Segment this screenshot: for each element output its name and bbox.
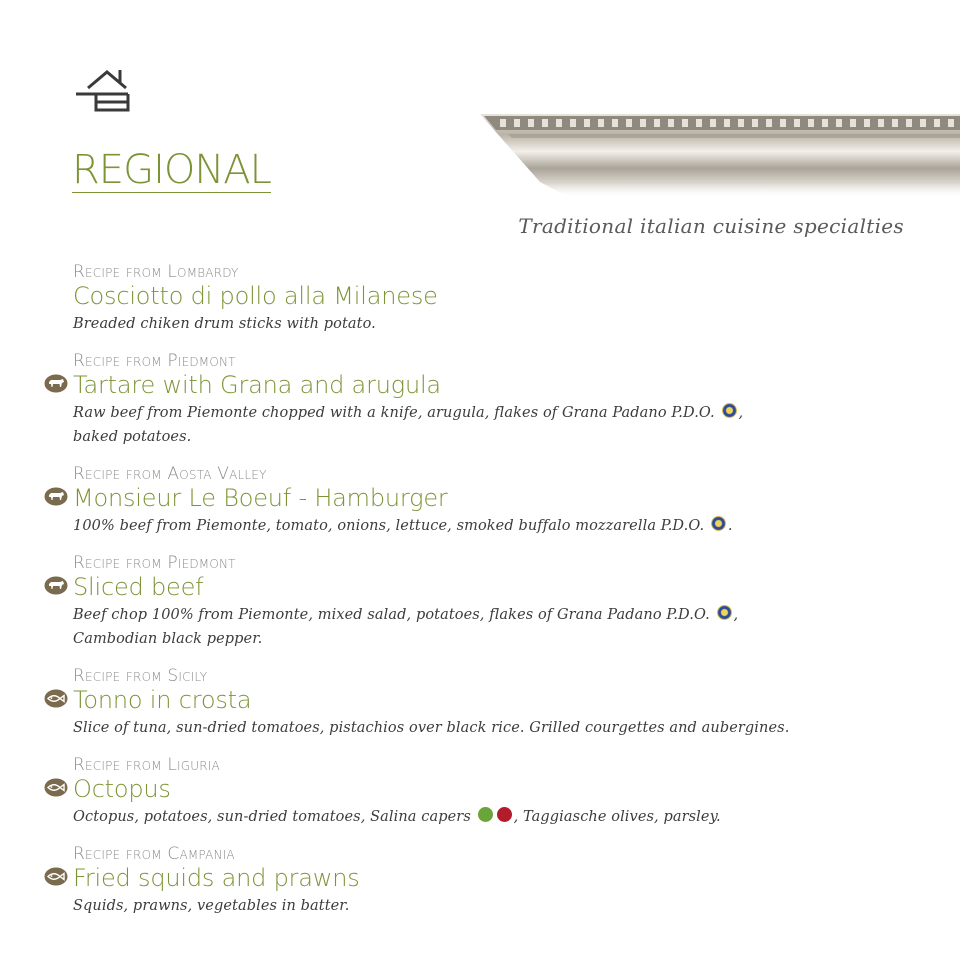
pdo-seal-icon [722,403,737,418]
dish-name: Cosciotto di pollo alla Milanese [73,282,438,310]
dish-region: Recipe from Lombardy [73,262,239,282]
dish-name: Tartare with Grana and arugula [73,371,441,399]
pdo-seal-icon [717,605,732,620]
dish-item [44,464,924,553]
dish-region: Recipe from Piedmont [73,351,236,371]
dish-list [44,262,924,914]
dish-item [44,755,924,844]
dish-name: Fried squids and prawns [73,864,360,892]
page-subtitle: Traditional italian cuisine specialties [518,214,904,238]
dish-item [44,844,924,914]
presidium-icon [497,807,512,822]
home-icon [74,66,132,112]
fish-icon [44,778,68,797]
dish-item [44,553,924,666]
dish-region: Recipe from Aosta Valley [73,464,267,484]
dish-name: Octopus [73,775,171,803]
cow-icon [44,576,68,595]
dish-description: 100% beef from Piemonte, tomato, onions, lettuce, smoked buffalo mozzarella P.D.O. . [73,518,733,534]
pdo-seal-icon [711,516,726,531]
cow-icon [44,374,68,393]
dish-description: Octopus, potatoes, sun-dried tomatoes, Salina capers , Taggiasche olives, parsley. [73,809,721,825]
page-title: REGIONAL [72,147,271,193]
dish-item [44,351,924,464]
fish-icon [44,867,68,886]
frame-molding-image [480,112,960,198]
cow-icon [44,487,68,506]
dish-name: Tonno in crosta [73,686,252,714]
fish-icon [44,689,68,708]
dish-description: Slice of tuna, sun-dried tomatoes, pistachios over black rice. Grilled courgettes and aubergines. [73,720,790,736]
dish-description: Beef chop 100% from Piemonte, mixed salad, potatoes, flakes of Grana Padano P.D.O. , Cambodian black pepper. [73,607,739,647]
dish-region: Recipe from Campania [73,844,235,864]
dish-name: Monsieur Le Boeuf - Hamburger [73,484,448,512]
dish-name: Sliced beef [73,573,204,601]
dish-description: Squids, prawns, vegetables in batter. [73,898,350,914]
dish-description: Breaded chiken drum sticks with potato. [73,316,376,332]
slow-food-icon [478,807,493,822]
dish-item [44,262,924,351]
dish-region: Recipe from Liguria [73,755,220,775]
dish-region: Recipe from Sicily [73,666,208,686]
dish-description: Raw beef from Piemonte chopped with a knife, arugula, flakes of Grana Padano P.D.O. , baked potatoes. [73,405,744,445]
dish-region: Recipe from Piedmont [73,553,236,573]
dish-item [44,666,924,755]
